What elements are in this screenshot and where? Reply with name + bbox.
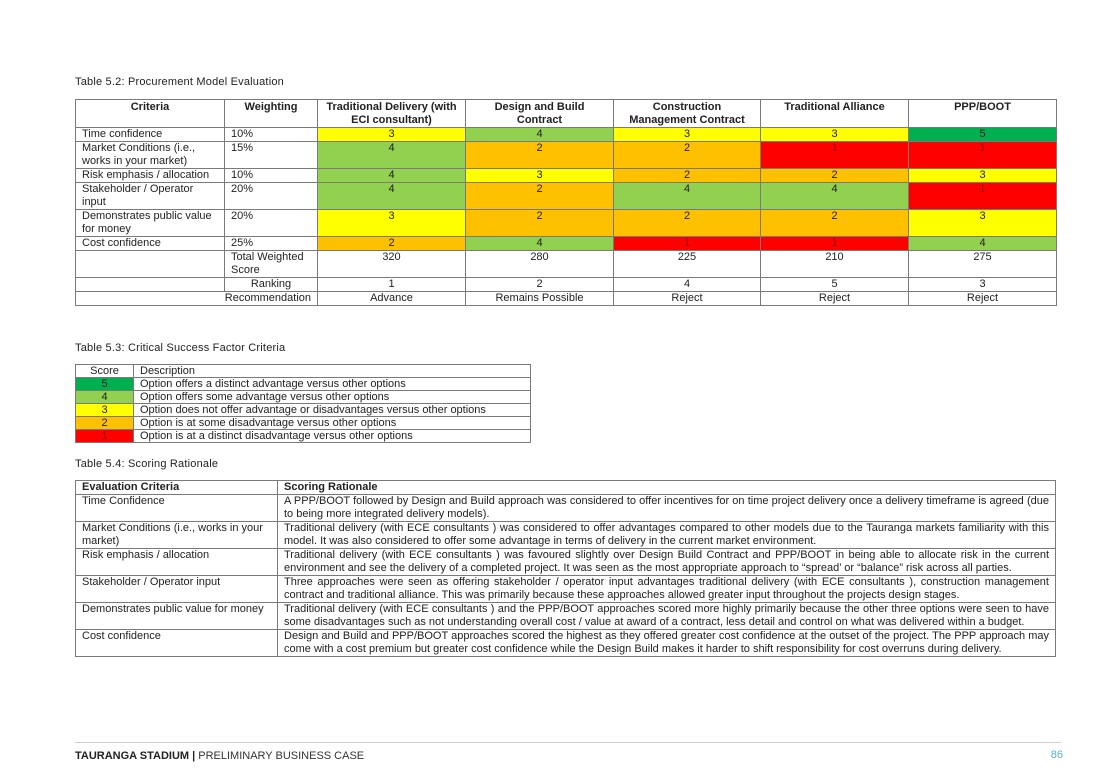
legend-description: Option is at some disadvantage versus other options — [134, 417, 531, 430]
rationale-text: Traditional delivery (with ECE consultants ) and the PPP/BOOT approaches scored more highly primarily because the other three options were seen to have some disadvantages such as not understanding overall cost / value at award of a contract, less detail and control on what was delivered within a budget. — [278, 603, 1056, 630]
header-design-build: Design and Build Contract — [466, 100, 614, 128]
rationale-criteria: Demonstrates public value for money — [76, 603, 278, 630]
ranking-cell: 4 — [614, 278, 761, 292]
rationale-row — [76, 576, 1056, 603]
rationale-criteria: Cost confidence — [76, 630, 278, 657]
ranking-label: Ranking — [225, 278, 318, 292]
legend-score: 2 — [76, 417, 134, 430]
score-cell: 4 — [761, 183, 909, 210]
score-cell: 1 — [761, 237, 909, 251]
legend-score: 3 — [76, 404, 134, 417]
total-label: Total Weighted Score — [225, 251, 318, 278]
criteria-cell: Market Conditions (i.e., works in your market) — [76, 142, 225, 169]
recommendation-cell: Advance — [318, 292, 466, 306]
rationale-criteria: Risk emphasis / allocation — [76, 549, 278, 576]
rationale-text: Traditional delivery (with ECE consultants ) was favoured slightly over Design Build Contract and PPP/BOOT in being able to allocate risk in the current environment and see the delivery of a completed project. It was seen as the most appropriate approach to “spread’ or “balance” risk across all parties. — [278, 549, 1056, 576]
criteria-cell: Cost confidence — [76, 237, 225, 251]
footer-divider — [75, 742, 1061, 743]
weight-cell: 20% — [225, 210, 318, 237]
header-ppp-boot: PPP/BOOT — [909, 100, 1057, 128]
total-cell: 280 — [466, 251, 614, 278]
table-row — [76, 169, 1057, 183]
recommendation-cell: Reject — [909, 292, 1057, 306]
scoring-rationale-table — [75, 480, 1056, 657]
rationale-text: Traditional delivery (with ECE consultants ) was considered to offer advantages compared to other models due to the Tauranga markets familiarity with this model. It was also considered to offer some advantage in terms of delivery in the current market environment. — [278, 522, 1056, 549]
recommendation-label: Recommendation — [76, 292, 318, 306]
table-row — [76, 142, 1057, 169]
rationale-row — [76, 603, 1056, 630]
score-cell: 2 — [318, 237, 466, 251]
ranking-cell: 1 — [318, 278, 466, 292]
score-cell: 4 — [318, 169, 466, 183]
score-cell: 3 — [909, 169, 1057, 183]
header-score: Score — [76, 365, 134, 378]
rationale-row — [76, 522, 1056, 549]
rationale-row — [76, 630, 1056, 657]
rationale-text: Design and Build and PPP/BOOT approaches scored the highest as they offered greater cost confidence at the outset of the project. The PPP approach may come with a cost premium but greater cost confidence while the Design Build makes it harder to shift responsibility for cost overruns during delivery. — [278, 630, 1056, 657]
score-cell: 2 — [466, 210, 614, 237]
score-legend-row — [76, 417, 531, 430]
score-cell: 2 — [761, 169, 909, 183]
criteria-cell: Demonstrates public value for money — [76, 210, 225, 237]
header-construction-management: Construction Management Contract — [614, 100, 761, 128]
recommendation-cell: Remains Possible — [466, 292, 614, 306]
header-traditional-delivery: Traditional Delivery (with ECI consultant) — [318, 100, 466, 128]
score-cell: 1 — [614, 237, 761, 251]
weight-cell: 10% — [225, 169, 318, 183]
table-row — [76, 183, 1057, 210]
legend-score: 4 — [76, 391, 134, 404]
score-cell: 4 — [614, 183, 761, 210]
table-row — [76, 210, 1057, 237]
header-criteria: Criteria — [76, 100, 225, 128]
rationale-text: A PPP/BOOT followed by Design and Build approach was considered to offer incentives for on time project delivery once a delivery timeframe is agreed (due to being more integrated delivery models). — [278, 495, 1056, 522]
legend-description: Option offers a distinct advantage versus other options — [134, 378, 531, 391]
score-cell: 1 — [909, 142, 1057, 169]
recommendation-row — [76, 292, 1057, 306]
header-traditional-alliance: Traditional Alliance — [761, 100, 909, 128]
score-legend-row — [76, 430, 531, 443]
recommendation-cell: Reject — [614, 292, 761, 306]
total-cell: 210 — [761, 251, 909, 278]
score-cell: 3 — [318, 128, 466, 142]
weight-cell: 15% — [225, 142, 318, 169]
legend-description: Option offers some advantage versus other options — [134, 391, 531, 404]
legend-description: Option is at a distinct disadvantage versus other options — [134, 430, 531, 443]
score-cell: 2 — [466, 183, 614, 210]
score-cell: 5 — [909, 128, 1057, 142]
ranking-row — [76, 278, 1057, 292]
score-cell: 4 — [318, 183, 466, 210]
rationale-row — [76, 495, 1056, 522]
score-cell: 2 — [614, 169, 761, 183]
rationale-criteria: Stakeholder / Operator input — [76, 576, 278, 603]
header-weighting: Weighting — [225, 100, 318, 128]
table-5-2-caption: Table 5.2: Procurement Model Evaluation — [75, 76, 284, 88]
weight-cell: 10% — [225, 128, 318, 142]
rationale-row — [76, 549, 1056, 576]
procurement-evaluation-table — [75, 99, 1057, 306]
score-cell: 3 — [614, 128, 761, 142]
score-cell: 3 — [761, 128, 909, 142]
table-row — [76, 237, 1057, 251]
success-factor-table — [75, 364, 531, 443]
rationale-criteria: Time Confidence — [76, 495, 278, 522]
footer-subtitle: PRELIMINARY BUSINESS CASE — [198, 750, 365, 762]
criteria-cell: Risk emphasis / allocation — [76, 169, 225, 183]
total-cell: 275 — [909, 251, 1057, 278]
legend-score: 5 — [76, 378, 134, 391]
rationale-text: Three approaches were seen as offering stakeholder / operator input advantages traditional delivery (with ECE consultants ), construction management contract and traditional alliance. This was primarily because these approaches allowed greater input throughout the projects design stages. — [278, 576, 1056, 603]
ranking-cell: 2 — [466, 278, 614, 292]
score-cell: 3 — [909, 210, 1057, 237]
table-5-4-caption: Table 5.4: Scoring Rationale — [75, 458, 219, 470]
total-row — [76, 251, 1057, 278]
blank-cell — [76, 278, 225, 292]
rationale-criteria: Market Conditions (i.e., works in your market) — [76, 522, 278, 549]
score-cell: 2 — [614, 210, 761, 237]
score-cell: 4 — [466, 237, 614, 251]
header-description: Description — [134, 365, 531, 378]
page-number: 86 — [1050, 749, 1063, 761]
score-cell: 4 — [318, 142, 466, 169]
score-cell: 4 — [466, 128, 614, 142]
weight-cell: 20% — [225, 183, 318, 210]
score-cell: 2 — [466, 142, 614, 169]
header-scoring-rationale: Scoring Rationale — [278, 481, 1056, 495]
score-cell: 2 — [761, 210, 909, 237]
score-legend-row — [76, 391, 531, 404]
header-evaluation-criteria: Evaluation Criteria — [76, 481, 278, 495]
legend-score: 1 — [76, 430, 134, 443]
footer-brand: TAURANGA STADIUM | — [75, 750, 196, 762]
score-cell: 1 — [909, 183, 1057, 210]
legend-description: Option does not offer advantage or disadvantages versus other options — [134, 404, 531, 417]
table-5-3-caption: Table 5.3: Critical Success Factor Criteria — [75, 342, 286, 354]
score-cell: 4 — [909, 237, 1057, 251]
weight-cell: 25% — [225, 237, 318, 251]
score-legend-row — [76, 404, 531, 417]
recommendation-cell: Reject — [761, 292, 909, 306]
score-cell: 3 — [466, 169, 614, 183]
criteria-cell: Time confidence — [76, 128, 225, 142]
ranking-cell: 3 — [909, 278, 1057, 292]
table-row — [76, 128, 1057, 142]
footer-title — [75, 750, 364, 762]
score-cell: 2 — [614, 142, 761, 169]
score-cell: 3 — [318, 210, 466, 237]
blank-cell — [76, 251, 225, 278]
total-cell: 320 — [318, 251, 466, 278]
criteria-cell: Stakeholder / Operator input — [76, 183, 225, 210]
score-cell: 1 — [761, 142, 909, 169]
ranking-cell: 5 — [761, 278, 909, 292]
score-legend-row — [76, 378, 531, 391]
total-cell: 225 — [614, 251, 761, 278]
